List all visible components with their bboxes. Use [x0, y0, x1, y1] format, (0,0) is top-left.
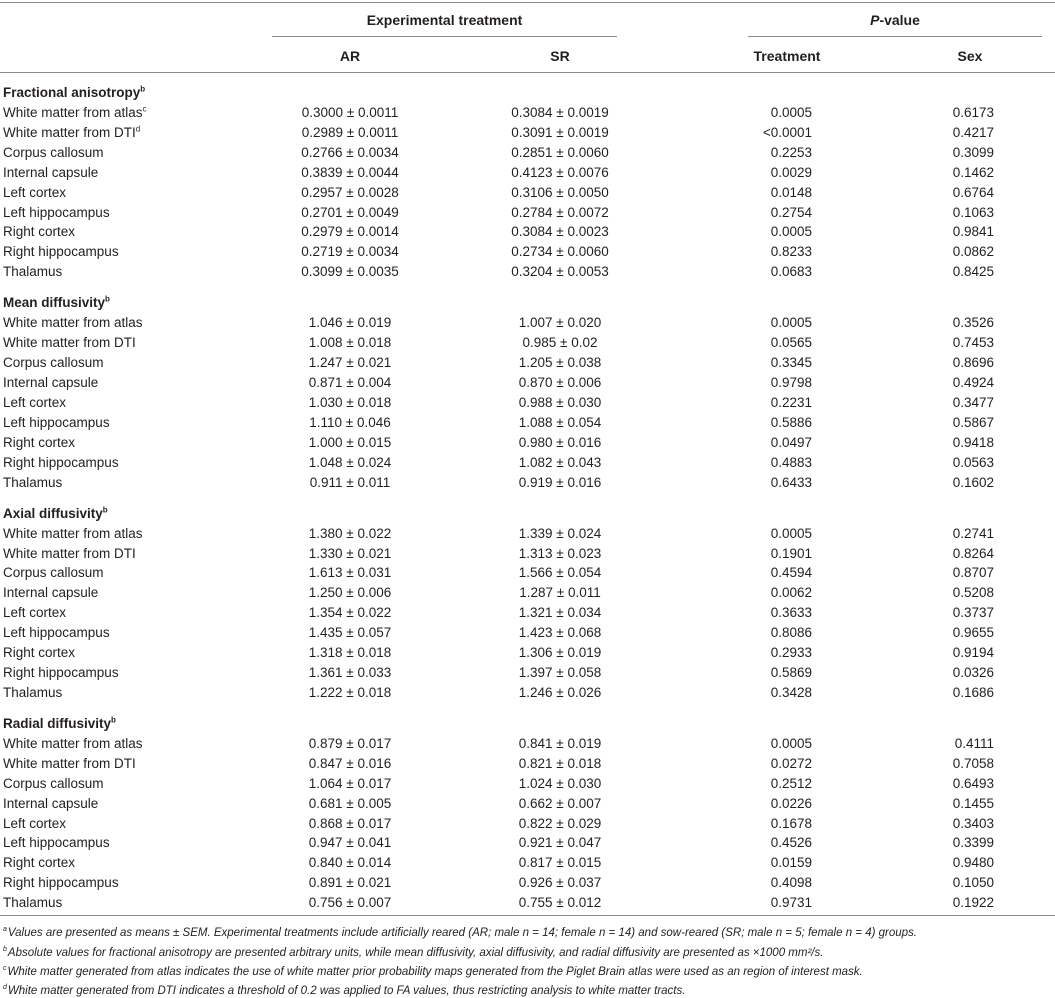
cell-sex-p: 0.0862: [952, 244, 994, 260]
cell-sr: 0.921 ± 0.047: [518, 835, 602, 851]
footnote-text: Values are presented as means ± SEM. Experimental treatments include artificially reared (AR; male n = 14; female n = 14) and sow-reared (SR; male n = 5; female n = 4) groups.: [7, 927, 917, 939]
cell-ar: 0.879 ± 0.017: [308, 735, 392, 751]
row-label: [3, 415, 110, 431]
cell-treatment-p: 0.4098: [770, 875, 812, 891]
cell-treatment-p: 0.5869: [770, 664, 812, 680]
table-row: [0, 526, 1055, 546]
cell-ar: 0.756 ± 0.007: [308, 895, 392, 911]
section-title-footnote-marker: b: [105, 294, 110, 304]
table-row: [0, 816, 1055, 836]
row-label: [3, 335, 136, 351]
row-label-text: Corpus callosum: [3, 775, 104, 791]
table-row: [0, 546, 1055, 566]
cell-treatment-p: 0.0005: [770, 315, 812, 331]
table-row: [0, 796, 1055, 816]
cell-ar: 0.847 ± 0.016: [308, 755, 392, 771]
row-label: [3, 736, 143, 752]
table-row: [0, 776, 1055, 796]
cell-sex-p: 0.4111: [954, 735, 994, 751]
row-label: [3, 855, 75, 871]
cell-ar: 1.613 ± 0.031: [308, 565, 392, 581]
row-label-text: White matter from atlas: [3, 525, 143, 541]
cell-treatment-p: 0.0683: [770, 264, 812, 280]
cell-treatment-p: 0.3633: [770, 605, 812, 621]
table-row: [0, 224, 1055, 244]
cell-treatment-p: 0.2253: [770, 144, 812, 160]
cell-sr: 1.024 ± 0.030: [518, 775, 602, 791]
cell-treatment-p: 0.1901: [770, 545, 812, 561]
row-label: [3, 796, 98, 812]
table-bottom-rule: [0, 915, 1055, 916]
cell-treatment-p: 0.0272: [770, 755, 812, 771]
table-row: [0, 665, 1055, 685]
cell-sex-p: 0.2741: [952, 525, 994, 541]
row-label-text: Right hippocampus: [3, 875, 119, 891]
cell-ar: 0.2957 ± 0.0028: [301, 184, 399, 200]
row-label-text: White matter from DTI: [3, 335, 136, 351]
cell-ar: 1.380 ± 0.022: [308, 525, 392, 541]
row-label-text: Thalamus: [3, 684, 63, 700]
cell-ar: 1.435 ± 0.057: [308, 625, 392, 641]
cell-sex-p: 0.5208: [952, 585, 994, 601]
cell-treatment-p: 0.4594: [770, 565, 812, 581]
table-row: [0, 145, 1055, 165]
cell-sex-p: 0.3403: [952, 815, 994, 831]
cell-sex-p: 0.8696: [952, 355, 994, 371]
row-label: [3, 205, 110, 221]
cell-treatment-p: 0.2231: [770, 394, 812, 410]
row-label-text: Thalamus: [3, 474, 63, 490]
footnote-text: Absolute values for fractional anisotropy are presented arbitrary units, while mean diffusivity, axial diffusivity, and radial diffusivity are presented as ×1000 mm²/s.: [7, 947, 824, 959]
cell-sr: 1.321 ± 0.034: [518, 605, 602, 621]
cell-sr: 0.2734 ± 0.0060: [511, 244, 609, 260]
cell-sr: 0.988 ± 0.030: [518, 394, 602, 410]
row-label: [3, 244, 119, 260]
cell-ar: 1.064 ± 0.017: [308, 775, 392, 791]
row-label: [3, 224, 75, 240]
row-label: [3, 125, 140, 141]
cell-sex-p: 0.3477: [952, 394, 994, 410]
cell-sex-p: 0.9841: [952, 224, 994, 240]
cell-sr: 1.007 ± 0.020: [518, 315, 602, 331]
table-row: [0, 625, 1055, 645]
cell-sr: 1.306 ± 0.019: [518, 645, 602, 660]
cell-sr: 0.985 ± 0.02: [522, 335, 598, 351]
row-label-text: White matter from atlas: [3, 105, 143, 120]
row-label: [3, 105, 147, 121]
cell-sr: 1.313 ± 0.023: [518, 545, 602, 561]
column-header-treatment: Treatment: [753, 48, 821, 64]
table-row: [0, 455, 1055, 475]
row-label-text: Thalamus: [3, 895, 63, 911]
cell-treatment-p: 0.0005: [770, 525, 812, 541]
cell-ar: 0.947 ± 0.041: [308, 835, 392, 851]
cell-ar: 1.361 ± 0.033: [308, 664, 392, 680]
cell-sr: 1.339 ± 0.024: [518, 525, 602, 541]
row-label: [3, 875, 119, 891]
cell-sr: 0.821 ± 0.018: [518, 755, 602, 771]
row-label: [3, 546, 136, 562]
row-label-text: Right cortex: [3, 434, 76, 450]
cell-sex-p: 0.9655: [952, 625, 994, 641]
cell-treatment-p: 0.0159: [770, 855, 812, 871]
row-label: [3, 835, 110, 851]
cell-sr: 0.926 ± 0.037: [518, 875, 602, 891]
row-label-text: Right hippocampus: [3, 454, 119, 470]
footnote-marker: b: [3, 946, 7, 954]
cell-ar: 1.110 ± 0.046: [309, 414, 391, 430]
cell-sr: 0.755 ± 0.012: [518, 895, 602, 911]
p-value-underline: [748, 36, 1042, 37]
header-experimental-treatment: Experimental treatment: [366, 12, 523, 28]
cell-ar: 0.2766 ± 0.0034: [301, 144, 399, 160]
row-label: [3, 315, 143, 331]
table-row: [0, 125, 1055, 145]
table-top-rule: [0, 2, 1055, 3]
row-label: [3, 395, 66, 411]
row-label: [3, 685, 62, 701]
cell-sex-p: 0.9418: [952, 434, 994, 450]
cell-sex-p: 0.1063: [952, 204, 994, 220]
cell-treatment-p: 0.4526: [770, 835, 812, 851]
row-label: [3, 185, 66, 201]
cell-treatment-p: 0.1678: [770, 815, 812, 831]
column-header-sex: Sex: [957, 48, 983, 64]
row-label-text: Right cortex: [3, 855, 76, 871]
table-row: [0, 375, 1055, 395]
cell-sex-p: 0.8707: [952, 565, 994, 581]
header-p-italic: P: [870, 12, 880, 28]
table-row: [0, 205, 1055, 225]
footnote-a: [3, 926, 917, 940]
footnote-marker: d: [3, 984, 7, 992]
column-header-sr: SR: [550, 48, 570, 64]
cell-treatment-p: 0.0005: [770, 105, 812, 120]
cell-treatment-p: 0.9731: [770, 895, 812, 911]
row-label: [3, 645, 75, 661]
cell-ar: 1.250 ± 0.006: [308, 585, 392, 601]
cell-sr: 0.4123 ± 0.0076: [511, 164, 609, 180]
cell-sex-p: 0.6173: [952, 105, 994, 120]
cell-treatment-p: 0.0029: [770, 164, 812, 180]
row-label-text: Left cortex: [3, 605, 67, 621]
footnote-c: [3, 965, 863, 979]
cell-sex-p: 0.3526: [952, 315, 994, 331]
cell-sex-p: 0.8425: [952, 264, 994, 280]
row-label: [3, 565, 104, 581]
row-label: [3, 625, 110, 641]
row-label-text: Left cortex: [3, 815, 67, 831]
footnote-b: [3, 946, 823, 960]
row-label-text: Corpus callosum: [3, 355, 104, 371]
cell-ar: 0.3839 ± 0.0044: [301, 164, 399, 180]
cell-treatment-p: 0.8233: [770, 244, 812, 260]
header-bottom-rule: [0, 72, 1055, 73]
cell-ar: 1.008 ± 0.018: [308, 335, 392, 351]
cell-sex-p: 0.1602: [952, 474, 994, 490]
row-label-text: Left cortex: [3, 184, 67, 200]
cell-sr: 1.246 ± 0.026: [518, 684, 602, 700]
experimental-treatment-underline: [272, 36, 617, 37]
cell-treatment-p: 0.0005: [770, 735, 812, 751]
cell-sr: 0.870 ± 0.006: [518, 375, 602, 390]
row-label: [3, 816, 66, 832]
cell-sex-p: 0.5867: [952, 414, 994, 430]
cell-ar: 1.222 ± 0.018: [308, 684, 392, 700]
cell-sex-p: 0.1462: [952, 164, 994, 180]
cell-ar: 0.911 ± 0.011: [309, 474, 391, 490]
row-label-text: Corpus callosum: [3, 565, 104, 581]
section-title: [3, 295, 110, 311]
cell-treatment-p: 0.9798: [770, 375, 812, 390]
cell-sex-p: 0.3099: [952, 144, 994, 160]
cell-sex-p: 0.1455: [952, 795, 994, 811]
section-title-text: Axial diffusivity: [3, 505, 103, 521]
cell-sr: 0.3204 ± 0.0053: [511, 264, 609, 280]
cell-sex-p: 0.7058: [952, 755, 994, 771]
cell-sex-p: 0.4924: [952, 375, 994, 390]
table-row: [0, 335, 1055, 355]
table-row: [0, 165, 1055, 185]
cell-ar: 0.871 ± 0.004: [308, 375, 392, 390]
cell-ar: 0.868 ± 0.017: [308, 815, 392, 831]
section-title: [3, 85, 145, 101]
cell-treatment-p: 0.2754: [770, 204, 812, 220]
cell-sex-p: 0.3737: [952, 605, 994, 621]
footnote-text: White matter generated from atlas indicates the use of white matter prior probability maps generated from the Piglet Brain atlas were used as an region of interest mask.: [7, 966, 863, 978]
cell-ar: 0.2989 ± 0.0011: [301, 124, 399, 140]
cell-sr: 1.088 ± 0.054: [518, 414, 602, 430]
cell-ar: 1.247 ± 0.021: [308, 355, 392, 371]
cell-sr: 0.841 ± 0.019: [518, 735, 602, 751]
row-label-text: Internal capsule: [3, 164, 99, 180]
cell-sr: 0.3084 ± 0.0023: [511, 224, 609, 240]
row-label-text: White matter from DTI: [3, 545, 136, 561]
cell-sr: 1.397 ± 0.058: [518, 664, 602, 680]
cell-treatment-p: 0.0148: [770, 184, 812, 200]
row-label-footnote-marker: c: [142, 104, 147, 114]
row-label-text: Thalamus: [3, 264, 63, 280]
table-row: [0, 435, 1055, 455]
row-label-text: Corpus callosum: [3, 144, 104, 160]
table-row: [0, 605, 1055, 625]
cell-ar: 0.2719 ± 0.0034: [301, 244, 399, 260]
footnote-text: White matter generated from DTI indicates a threshold of 0.2 was applied to FA values, thus restricting analysis to white matter tracts.: [7, 985, 686, 997]
cell-ar: 0.891 ± 0.021: [308, 875, 392, 891]
cell-treatment-p: 0.6433: [770, 474, 812, 490]
cell-ar: 1.030 ± 0.018: [308, 394, 392, 410]
cell-sex-p: 0.4217: [952, 124, 994, 140]
table-row: [0, 355, 1055, 375]
row-label-text: Right cortex: [3, 224, 76, 240]
table-row: [0, 855, 1055, 875]
section-title: [3, 506, 108, 522]
cell-ar: 0.3099 ± 0.0035: [301, 264, 399, 280]
cell-treatment-p: 0.4883: [770, 454, 812, 470]
row-label: [3, 605, 66, 621]
cell-sr: 0.3106 ± 0.0050: [511, 184, 609, 200]
cell-sex-p: 0.6493: [952, 775, 994, 791]
table-row: [0, 875, 1055, 895]
row-label: [3, 756, 136, 772]
row-label-text: White matter from atlas: [3, 315, 143, 331]
footnote-d: [3, 984, 685, 998]
cell-sr: 1.287 ± 0.011: [519, 585, 601, 601]
section-title-footnote-marker: b: [140, 84, 146, 94]
header-p-rest: -value: [879, 12, 920, 28]
table-row: [0, 415, 1055, 435]
footnote-marker: c: [3, 965, 7, 973]
cell-treatment-p: 0.8086: [770, 625, 812, 641]
section-title: [3, 716, 116, 732]
cell-sr: 1.423 ± 0.068: [518, 625, 602, 641]
row-label: [3, 776, 104, 792]
cell-ar: 1.354 ± 0.022: [308, 605, 392, 621]
cell-ar: 1.318 ± 0.018: [308, 645, 392, 660]
cell-ar: 0.840 ± 0.014: [308, 855, 392, 871]
table-row: [0, 315, 1055, 335]
cell-treatment-p: 0.0062: [770, 585, 812, 601]
row-label: [3, 526, 143, 542]
header-p-value: [748, 12, 1042, 28]
table-row: [0, 105, 1055, 125]
cell-sex-p: 0.1050: [952, 875, 994, 891]
cell-sr: 1.566 ± 0.054: [518, 565, 602, 581]
cell-treatment-p: 0.0497: [770, 434, 812, 450]
table-row: [0, 565, 1055, 585]
row-label: [3, 475, 62, 491]
section-title-footnote-marker: b: [111, 715, 116, 725]
cell-sex-p: 0.0563: [952, 454, 994, 470]
cell-sr: 0.980 ± 0.016: [518, 434, 602, 450]
cell-treatment-p: 0.0565: [770, 335, 812, 351]
cell-treatment-p: 0.3428: [770, 684, 812, 700]
row-label: [3, 435, 75, 451]
cell-ar: 0.2701 ± 0.0049: [301, 204, 399, 220]
row-label-text: Left hippocampus: [3, 414, 110, 430]
table-row: [0, 395, 1055, 415]
cell-ar: 1.330 ± 0.021: [308, 545, 392, 561]
footnote-marker: a: [3, 926, 7, 934]
row-label: [3, 375, 98, 391]
row-label: [3, 455, 119, 471]
cell-sex-p: 0.9194: [952, 645, 994, 660]
row-label-text: Left hippocampus: [3, 625, 110, 641]
cell-ar: 0.3000 ± 0.0011: [301, 105, 399, 120]
row-label: [3, 895, 62, 911]
cell-sex-p: 0.7453: [952, 335, 994, 351]
cell-sr: 1.205 ± 0.038: [518, 355, 602, 371]
cell-treatment-p: 0.2933: [770, 645, 812, 660]
row-label: [3, 585, 98, 601]
cell-sr: 0.822 ± 0.029: [518, 815, 602, 831]
table-row: [0, 264, 1055, 284]
row-label-text: Right hippocampus: [3, 664, 119, 680]
cell-sr: 0.2784 ± 0.0072: [511, 204, 609, 220]
row-label-text: Left hippocampus: [3, 204, 110, 220]
row-label-text: Right cortex: [3, 645, 76, 660]
table-row: [0, 645, 1055, 665]
row-label-text: Left cortex: [3, 394, 67, 410]
table-row: [0, 244, 1055, 264]
cell-sr: 0.3091 ± 0.0019: [511, 124, 609, 140]
cell-treatment-p: 0.0005: [770, 224, 812, 240]
cell-treatment-p: 0.5886: [770, 414, 812, 430]
table-row: [0, 835, 1055, 855]
cell-sex-p: 0.0326: [952, 664, 994, 680]
cell-sex-p: 0.1686: [952, 684, 994, 700]
cell-sex-p: 0.9480: [952, 855, 994, 871]
cell-sex-p: 0.3399: [952, 835, 994, 851]
section-title-text: Radial diffusivity: [3, 715, 112, 731]
row-label-text: Internal capsule: [3, 375, 99, 390]
row-label: [3, 165, 98, 181]
cell-treatment-p: 0.0226: [770, 795, 812, 811]
table-row: [0, 585, 1055, 605]
cell-treatment-p: <0.0001: [762, 124, 812, 140]
section-title-text: Mean diffusivity: [3, 295, 106, 311]
table-row: [0, 736, 1055, 756]
column-header-ar: AR: [339, 48, 361, 64]
cell-sr: 0.919 ± 0.016: [518, 474, 602, 490]
section-title-text: Fractional anisotropy: [3, 85, 141, 100]
row-label-text: Internal capsule: [3, 795, 99, 811]
cell-treatment-p: 0.3345: [770, 355, 812, 371]
row-label: [3, 355, 104, 371]
table-row: [0, 895, 1055, 915]
row-label-text: White matter from DTI: [3, 124, 136, 140]
row-label-footnote-marker: d: [135, 124, 141, 134]
row-label-text: White matter from atlas: [3, 735, 143, 751]
table-row: [0, 685, 1055, 705]
row-label: [3, 264, 62, 280]
table-row: [0, 756, 1055, 776]
cell-ar: 0.2979 ± 0.0014: [301, 224, 399, 240]
cell-sr: 1.082 ± 0.043: [518, 454, 602, 470]
cell-sex-p: 0.1922: [952, 895, 994, 911]
section-title-footnote-marker: b: [102, 505, 108, 515]
cell-sex-p: 0.8264: [952, 545, 994, 561]
cell-sex-p: 0.6764: [952, 184, 994, 200]
cell-ar: 1.046 ± 0.019: [308, 315, 392, 331]
row-label: [3, 665, 119, 681]
table-row: [0, 185, 1055, 205]
cell-sr: 0.2851 ± 0.0060: [511, 144, 609, 160]
row-label-text: White matter from DTI: [3, 755, 136, 771]
cell-ar: 0.681 ± 0.005: [308, 795, 392, 811]
cell-sr: 0.817 ± 0.015: [518, 855, 602, 871]
row-label: [3, 145, 104, 161]
row-label-text: Right hippocampus: [3, 244, 119, 260]
cell-ar: 1.000 ± 0.015: [308, 434, 392, 450]
row-label-text: Left hippocampus: [3, 835, 110, 851]
cell-ar: 1.048 ± 0.024: [308, 454, 392, 470]
cell-treatment-p: 0.2512: [770, 775, 812, 791]
row-label-text: Internal capsule: [3, 585, 99, 601]
table-row: [0, 475, 1055, 495]
cell-sr: 0.3084 ± 0.0019: [511, 105, 609, 120]
cell-sr: 0.662 ± 0.007: [518, 795, 602, 811]
